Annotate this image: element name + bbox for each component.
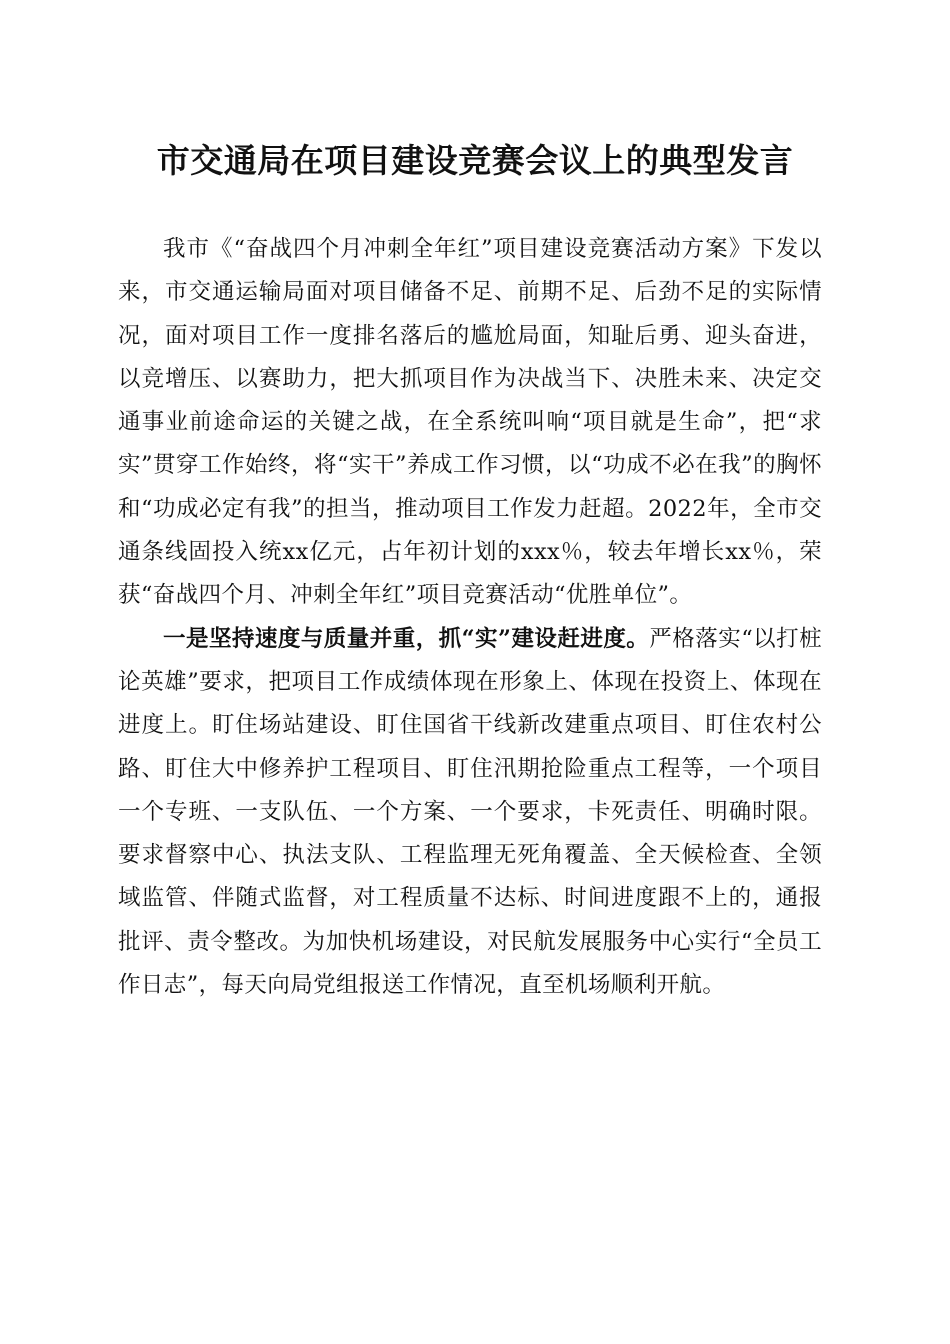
paragraph-intro [118, 228, 822, 618]
document-body [118, 228, 822, 1007]
paragraph-text: 严格落实“以打桩论英雄”要求，把项目工作成绩体现在形象上、体现在投资上、体现在进度上。盯住场站建设、盯住国省干线新改建重点项目、盯住农村公路、盯住大中修养护工程项目、盯住汛期抢险重点工程等，一个项目一个专班、一支队伍、一个方案、一个要求，卡死责任、明确时限。要求督察中心、执法支队、工程监理无死角覆盖、全天候检查、全领域监管、伴随式监督，对工程质量不达标、时间进度跟不上的，通报批评、责令整改。为加快机场建设，对民航发展服务中心实行“全员工作日志”，每天向局党组报送工作情况，直至机场顺利开航。 [118, 625, 823, 999]
document-title: 市交通局在项目建设竞赛会议上的典型发言 [156, 141, 794, 180]
paragraph-text: 我市《“奋战四个月冲刺全年红”项目建设竞赛活动方案》下发以来，市交通运输局面对项目储备不足、前期不足、后劲不足的实际情况，面对项目工作一度排名落后的尴尬局面，知耻后勇、迎头奋进，以竞增压、以赛助力，把大抓项目作为决战当下、决胜未来、决定交通事业前途命运的关键之战，在全系统叫响“项目就是生命”，把“求实”贯穿工作始终，将“实干”养成工作习惯，以“功成不必在我”的胸怀和“功成必定有我”的担当，推动项目工作发力赶超。2022年，全市交通条线固投入统xx亿元，占年初计划的xxx％，较去年增长xx％，荣获“奋战四个月、冲刺全年红”项目竞赛活动“优胜单位”。 [118, 236, 822, 609]
paragraph-lead: 一是坚持速度与质量并重，抓“实”建设赶进度。 [163, 625, 650, 652]
paragraph-point-one [118, 618, 822, 1008]
